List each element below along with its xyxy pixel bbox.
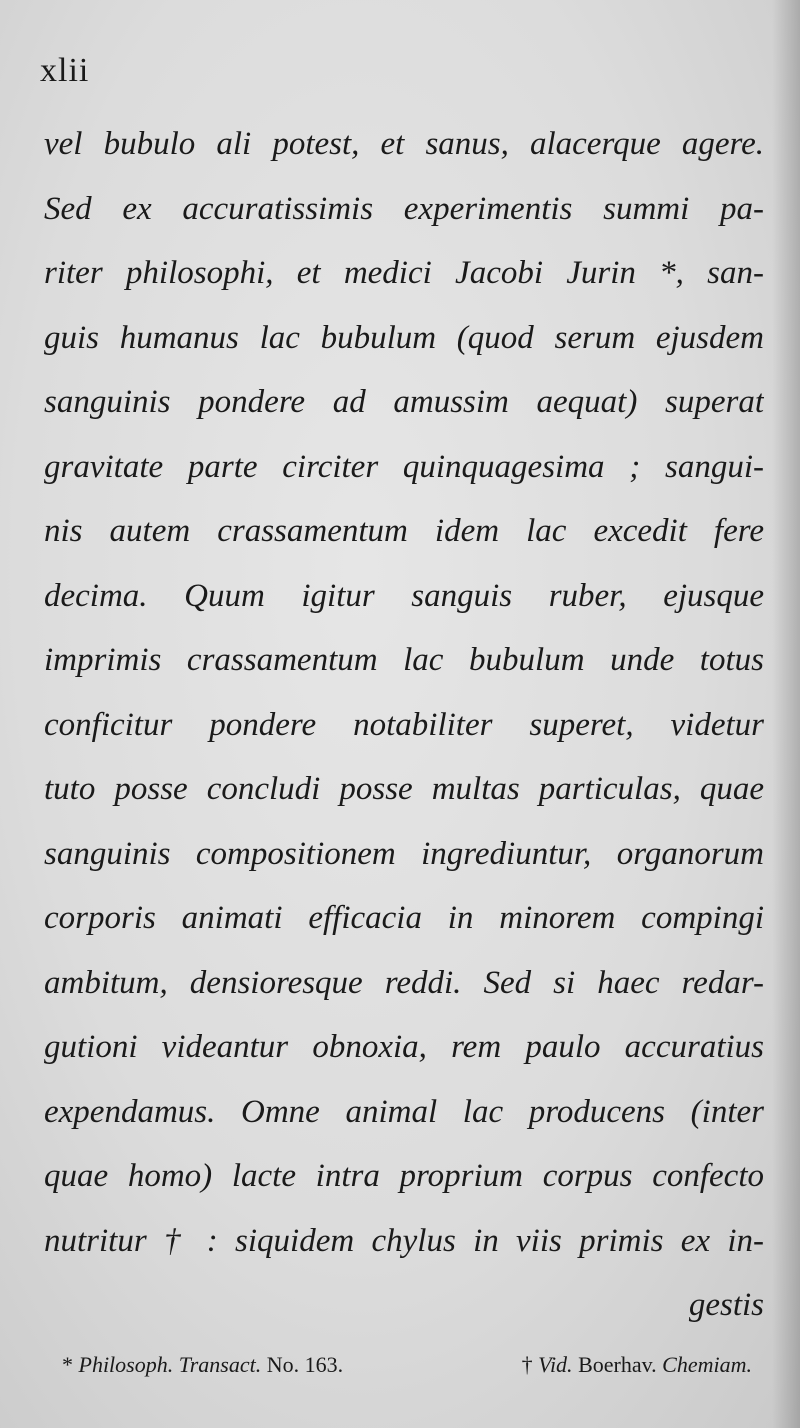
- text-line: gravitate parte circiter quinquagesima ; sangui-: [44, 448, 764, 485]
- text-line: sanguinis compositionem ingrediuntur, organorum: [44, 835, 764, 872]
- text-line: nutritur † : siquidem chylus in viis primis ex in-: [44, 1222, 764, 1259]
- text-line: quae homo) lacte intra proprium corpus confecto: [44, 1158, 764, 1194]
- footnote-vid: Vid.: [538, 1352, 573, 1377]
- text-line: ambitum, densioresque reddi. Sed si haec redar-: [44, 964, 764, 1001]
- page-number: xlii: [40, 52, 90, 89]
- text-line: conficitur pondere notabiliter superet, videtur: [44, 706, 764, 743]
- footnote-author: Boerhav.: [578, 1352, 657, 1377]
- text-line: gutioni videantur obnoxia, rem paulo accuratius: [44, 1029, 764, 1065]
- footnote-boerhaave: [522, 1352, 752, 1378]
- text-line: expendamus. Omne animal lac producens (inter: [44, 1093, 764, 1130]
- text-line: sanguinis pondere ad amussim aequat) superat: [44, 384, 764, 420]
- text-line: guis humanus lac bubulum (quod serum ejusdem: [44, 319, 764, 356]
- text-line: Sed ex accuratissimis experimentis summi pa-: [44, 190, 764, 227]
- text-line: corporis animati efficacia in minorem compingi: [44, 900, 764, 936]
- footnote-mark: *: [62, 1352, 73, 1377]
- footnote-number: No. 163.: [266, 1352, 344, 1377]
- footnote-jurin: [62, 1352, 343, 1378]
- text-line: decima. Quum igitur sanguis ruber, ejusque: [44, 577, 764, 614]
- text-line: tuto posse concludi posse multas particulas, quae: [44, 771, 764, 807]
- text-line: vel bubulo ali potest, et sanus, alacerque agere.: [44, 126, 764, 162]
- text-line: nis autem crassamentum idem lac excedit fere: [44, 513, 764, 549]
- footnote-source: Philosoph. Transact.: [78, 1352, 262, 1377]
- footnote-mark: †: [521, 1352, 533, 1377]
- body-text: [44, 112, 764, 1338]
- text-line: imprimis crassamentum lac bubulum unde totus: [44, 642, 764, 678]
- catchword: gestis: [688, 1287, 764, 1323]
- footnote-title: Chemiam.: [662, 1352, 752, 1377]
- footnotes: [62, 1352, 752, 1378]
- text-line: riter philosophi, et medici Jacobi Jurin *, san-: [44, 255, 764, 291]
